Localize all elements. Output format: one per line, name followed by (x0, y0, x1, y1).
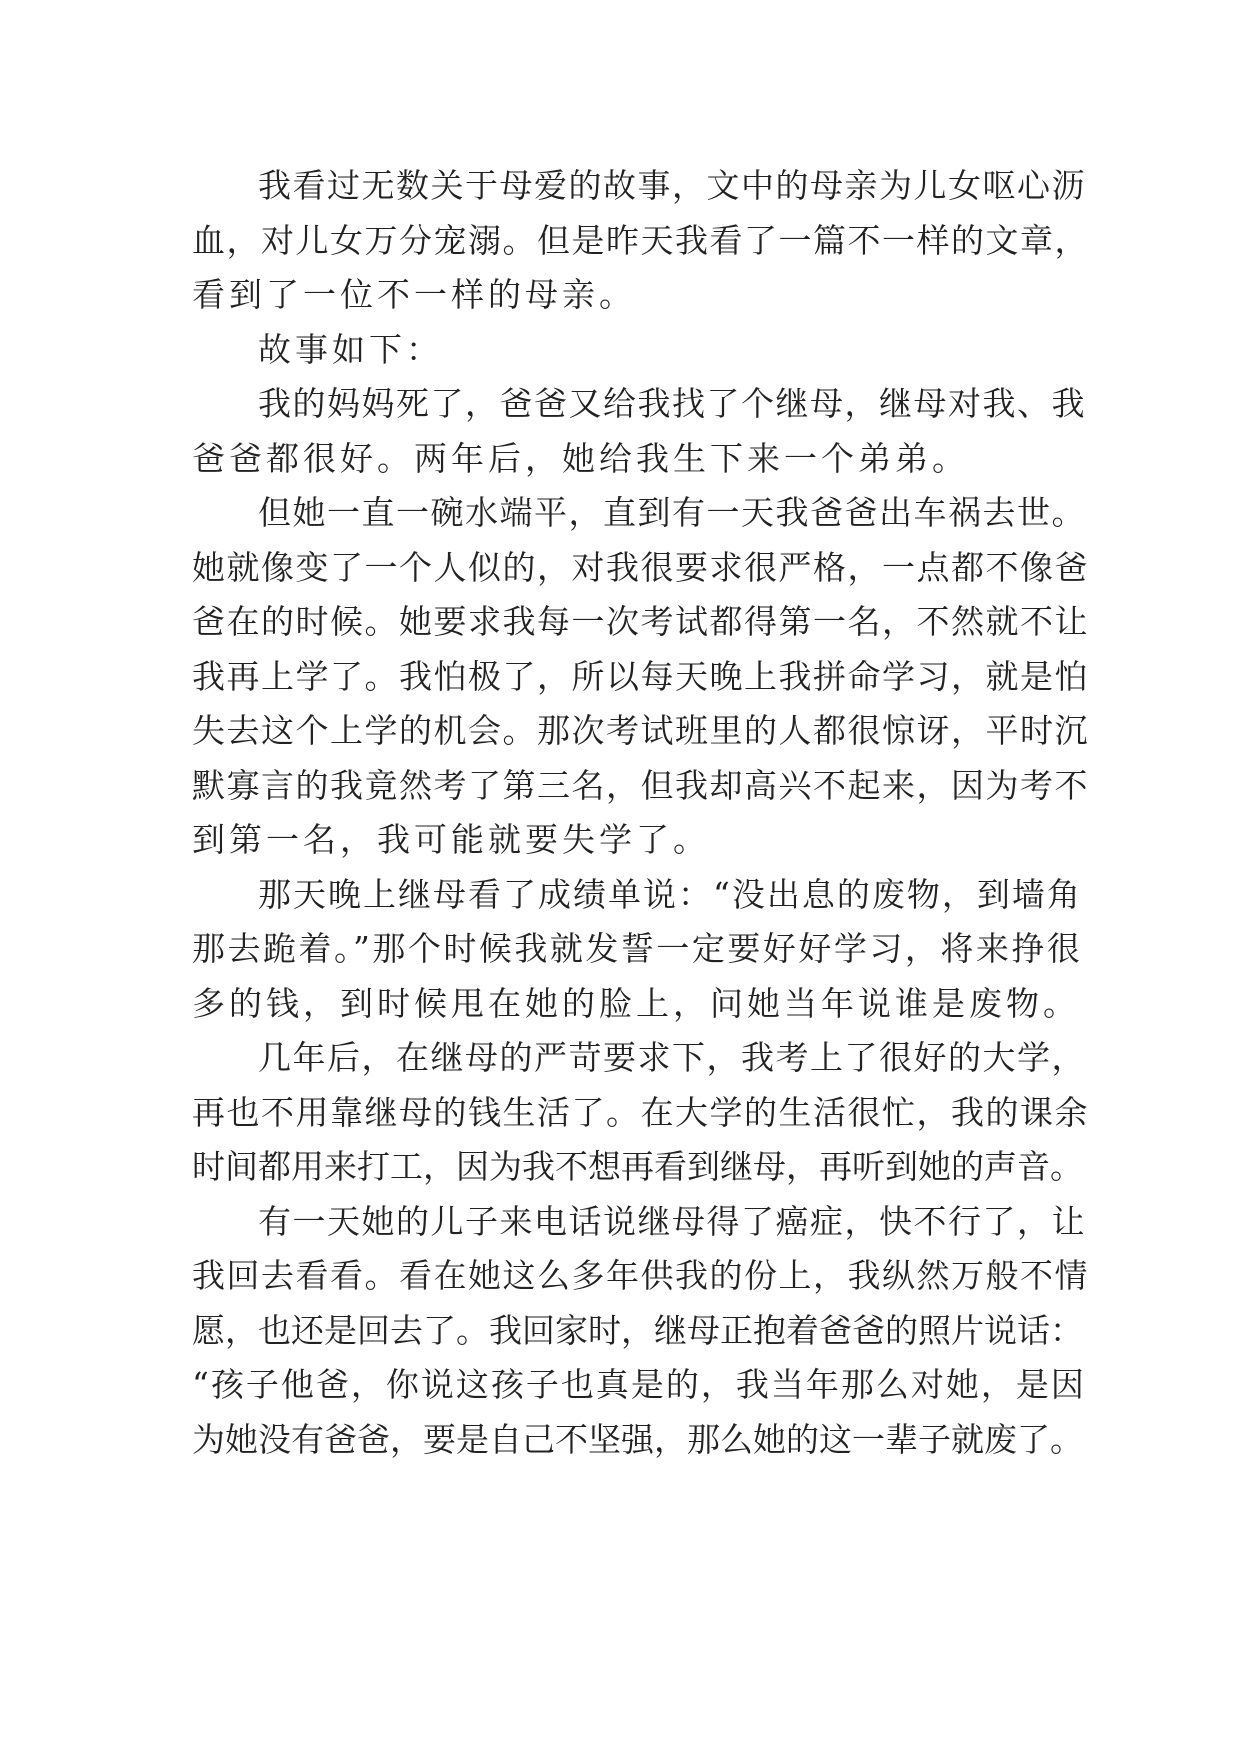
text-line: 多的钱，到时候甩在她的脸上，问她当年说谁是废物。 (192, 984, 1080, 1023)
text-line: 爸在的时候。她要求我每一次考试都得第一名，不然就不让 (192, 602, 1089, 641)
text-line: 愿，也还是回去了。我回家时，继母正抱着爸爸的照片说话： (192, 1311, 1083, 1350)
text-line: 时间都用来打工，因为我不想再看到继母，再听到她的声音。 (192, 1147, 1083, 1186)
text-line: 她就像变了一个人似的，对我很要求很严格，一点都不像爸 (192, 548, 1089, 587)
text-line: 失去这个上学的机会。那次考试班里的人都很惊讶，平时沉 (192, 711, 1089, 750)
text-line: 我的妈妈死了，爸爸又给我找了个继母，继母对我、我 (258, 384, 1086, 423)
text-line: 看到了一位不一样的母亲。 (192, 275, 636, 314)
text-line: 但她一直一碗水端平，直到有一天我爸爸出车祸去世。 (258, 493, 1086, 532)
text-line: 血，对儿女万分宠溺。但是昨天我看了一篇不一样的文章， (192, 221, 1089, 260)
text-line: 那天晚上继母看了成绩单说：“没出息的废物，到墙角 (258, 875, 1082, 914)
text-line: 我回去看看。看在她这么多年供我的份上，我纵然万般不情 (192, 1256, 1089, 1295)
text-line: 有一天她的儿子来电话说继母得了癌症，快不行了，让 (258, 1202, 1086, 1241)
text-line: 故事如下： (258, 330, 443, 369)
text-line: 我再上学了。我怕极了，所以每天晚上我拼命学习，就是怕 (192, 657, 1089, 696)
text-line: 那去跪着。”那个时候我就发誓一定要好好学习，将来挣很 (192, 929, 1083, 968)
text-line: 默寡言的我竟然考了第三名，但我却高兴不起来，因为考不 (192, 766, 1089, 805)
text-line: 几年后，在继母的严苛要求下，我考上了很好的大学， (258, 1038, 1086, 1077)
text-line: 为她没有爸爸，要是自己不坚强，那么她的这一辈子就废了。 (192, 1420, 1083, 1459)
text-line: 再也不用靠继母的钱生活了。在大学的生活很忙，我的课余 (192, 1093, 1089, 1132)
text-line: “孩子他爸，你说这孩子也真是的，我当年那么对她，是因 (192, 1365, 1086, 1404)
text-line: 爸爸都很好。两年后，她给我生下来一个弟弟。 (192, 439, 969, 478)
text-line: 我看过无数关于母爱的故事，文中的母亲为儿女呕心沥 (258, 166, 1086, 205)
text-line: 到第一名，我可能就要失学了。 (192, 820, 710, 859)
